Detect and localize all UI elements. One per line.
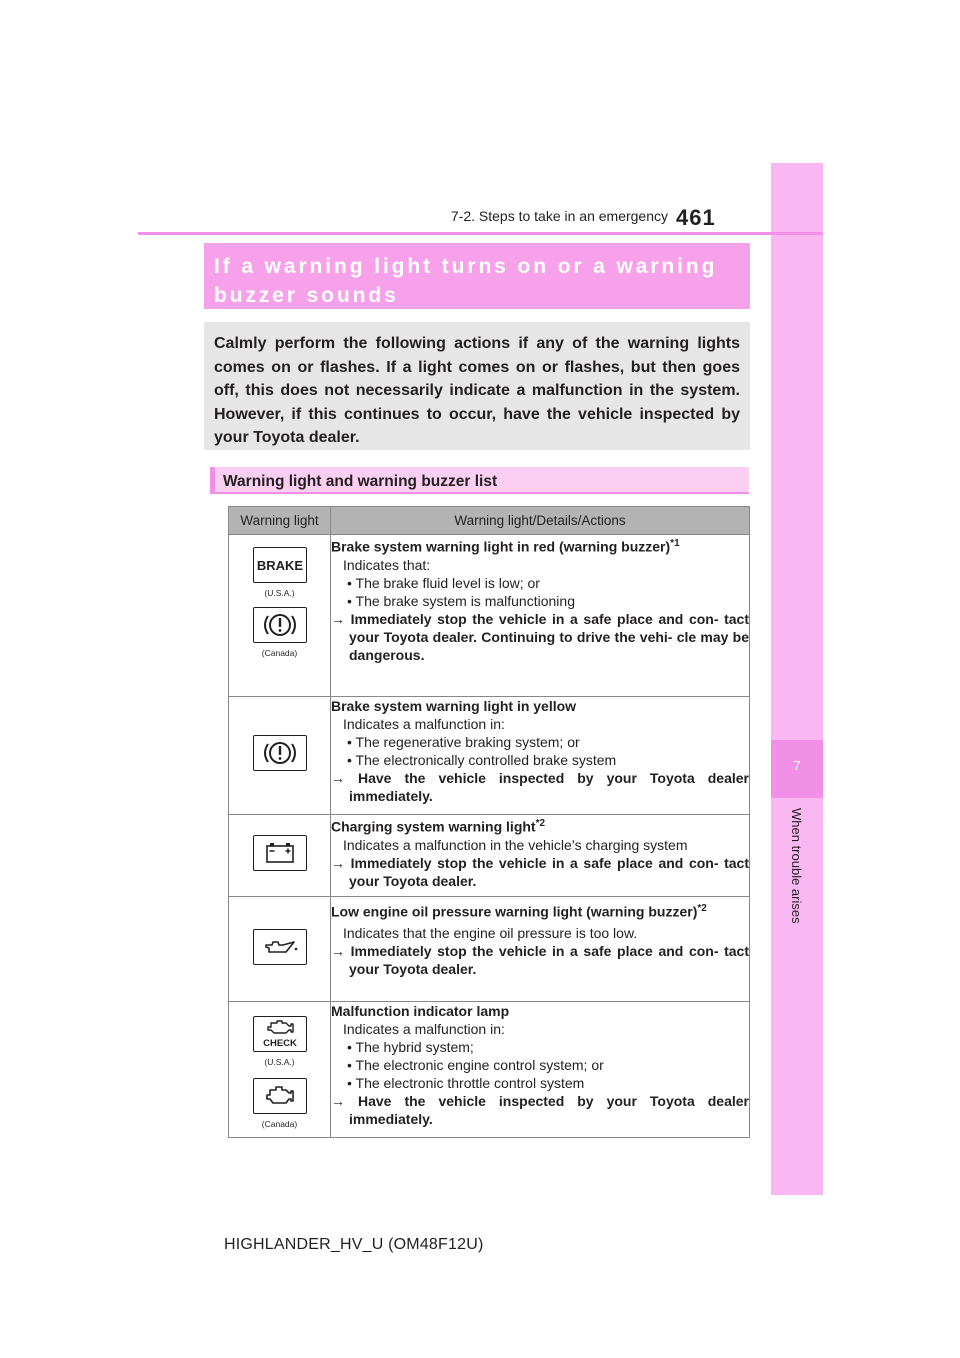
warning-title: Malfunction indicator lamp (331, 1003, 510, 1019)
warning-light-cell (229, 697, 331, 815)
header-divider (138, 232, 823, 235)
warning-light-cell (229, 897, 331, 1002)
region-label: (U.S.A.) (264, 588, 295, 598)
action-text: → Immediately stop the vehicle in a safe place and con- tact your Toyota dealer. (331, 942, 750, 977)
table-header-details: Warning light/Details/Actions (331, 507, 750, 535)
table-header-row (229, 507, 750, 535)
region-label: (U.S.A.) (264, 1057, 295, 1067)
section-title: If a warning light turns on or a warning buzzer sounds (214, 255, 718, 307)
region-label: (Canada) (261, 1119, 298, 1129)
engine-check-icon (253, 1016, 307, 1052)
brake-icon-label: BRAKE (256, 558, 303, 573)
action-text: → Immediately stop the vehicle in a safe place and con- tact your Toyota dealer. Continuing to drive the vehi- cle may be dangerous. (331, 610, 750, 663)
engine-icon (253, 1078, 307, 1114)
check-icon-label: CHECK (262, 1038, 297, 1049)
table-row (229, 697, 750, 815)
footnote-marker: *2 (535, 818, 546, 829)
section-title-band (204, 243, 750, 309)
intro-text: Calmly perform the following actions if any of the warning lights comes on or flashes. If a light comes on or flashes, but then goes off, this does not necessarily indicate a malfunction in the system. However, if this continues to occur, have the vehicle inspected by your Toyota dealer. (214, 335, 740, 446)
warning-title: Brake system warning light in red (warning buzzer)$^{*1}$ (331, 538, 680, 555)
warning-title: Brake system warning light in yellow (331, 698, 577, 714)
list-item: • The electronic throttle control system (347, 1075, 585, 1091)
indication-text: Indicates that the engine oil pressure is too low. (343, 924, 638, 941)
subheading-bar (210, 467, 749, 494)
warning-light-cell (229, 1002, 331, 1138)
oil-can-icon (253, 929, 307, 965)
details-cell (331, 535, 750, 697)
list-item: • The electronic engine control system; or (347, 1057, 604, 1073)
footer-model-code: HIGHLANDER_HV_U (OM48F12U) (224, 1236, 484, 1253)
intro-box (204, 322, 750, 450)
list-item: • The brake system is malfunctioning (347, 592, 575, 609)
warning-title: Low engine oil pressure warning light (warning buzzer)$^{*2}$ (331, 903, 707, 920)
list-item: • The brake fluid level is low; or (347, 574, 540, 591)
indication-text: Indicates that: (343, 556, 431, 573)
warning-light-cell (229, 535, 331, 697)
chapter-number: 7 (793, 758, 801, 773)
footnote-marker: *1 (670, 538, 680, 549)
details-cell (331, 815, 750, 897)
list-item: • The hybrid system; (347, 1039, 474, 1055)
indication-text: Indicates a malfunction in: (343, 716, 505, 732)
details-cell (331, 1002, 750, 1138)
indication-text: Indicates a malfunction in the vehicle’s charging system (343, 836, 688, 853)
details-cell (331, 897, 750, 1002)
table-header-warning-light: Warning light (229, 507, 331, 535)
exclamation-circle-icon (253, 607, 307, 643)
action-text: → Immediately stop the vehicle in a safe place and con- tact your Toyota dealer. (331, 854, 750, 889)
chapter-title: When trouble arises (789, 808, 804, 924)
details-cell (331, 697, 750, 815)
indication-text: Indicates a malfunction in: (343, 1021, 505, 1037)
table-row (229, 815, 750, 897)
page-number: 461 (676, 205, 716, 230)
warning-light-table (228, 506, 750, 1138)
battery-icon (253, 835, 307, 871)
list-item: • The electronically controlled brake system (347, 752, 617, 768)
chapter-side-tab (771, 163, 823, 1195)
brake-text-icon (253, 547, 307, 583)
subheading-text: Warning light and warning buzzer list (223, 473, 498, 490)
warning-title: Charging system warning light$^{*2}$ (331, 818, 546, 835)
footnote-marker: *2 (697, 903, 707, 914)
warning-light-cell (229, 815, 331, 897)
table-row (229, 897, 750, 1002)
action-text: → Have the vehicle inspected by your Toyota dealer immediately. (331, 770, 749, 804)
list-item: • The regenerative braking system; or (347, 734, 580, 750)
action-text: → Have the vehicle inspected by your Toyota dealer immediately. (331, 1093, 749, 1127)
exclamation-circle-icon (253, 735, 307, 771)
table-row (229, 1002, 750, 1138)
section-reference: 7-2. Steps to take in an emergency (450, 208, 668, 224)
region-label: (Canada) (261, 648, 298, 658)
table-row (229, 535, 750, 697)
